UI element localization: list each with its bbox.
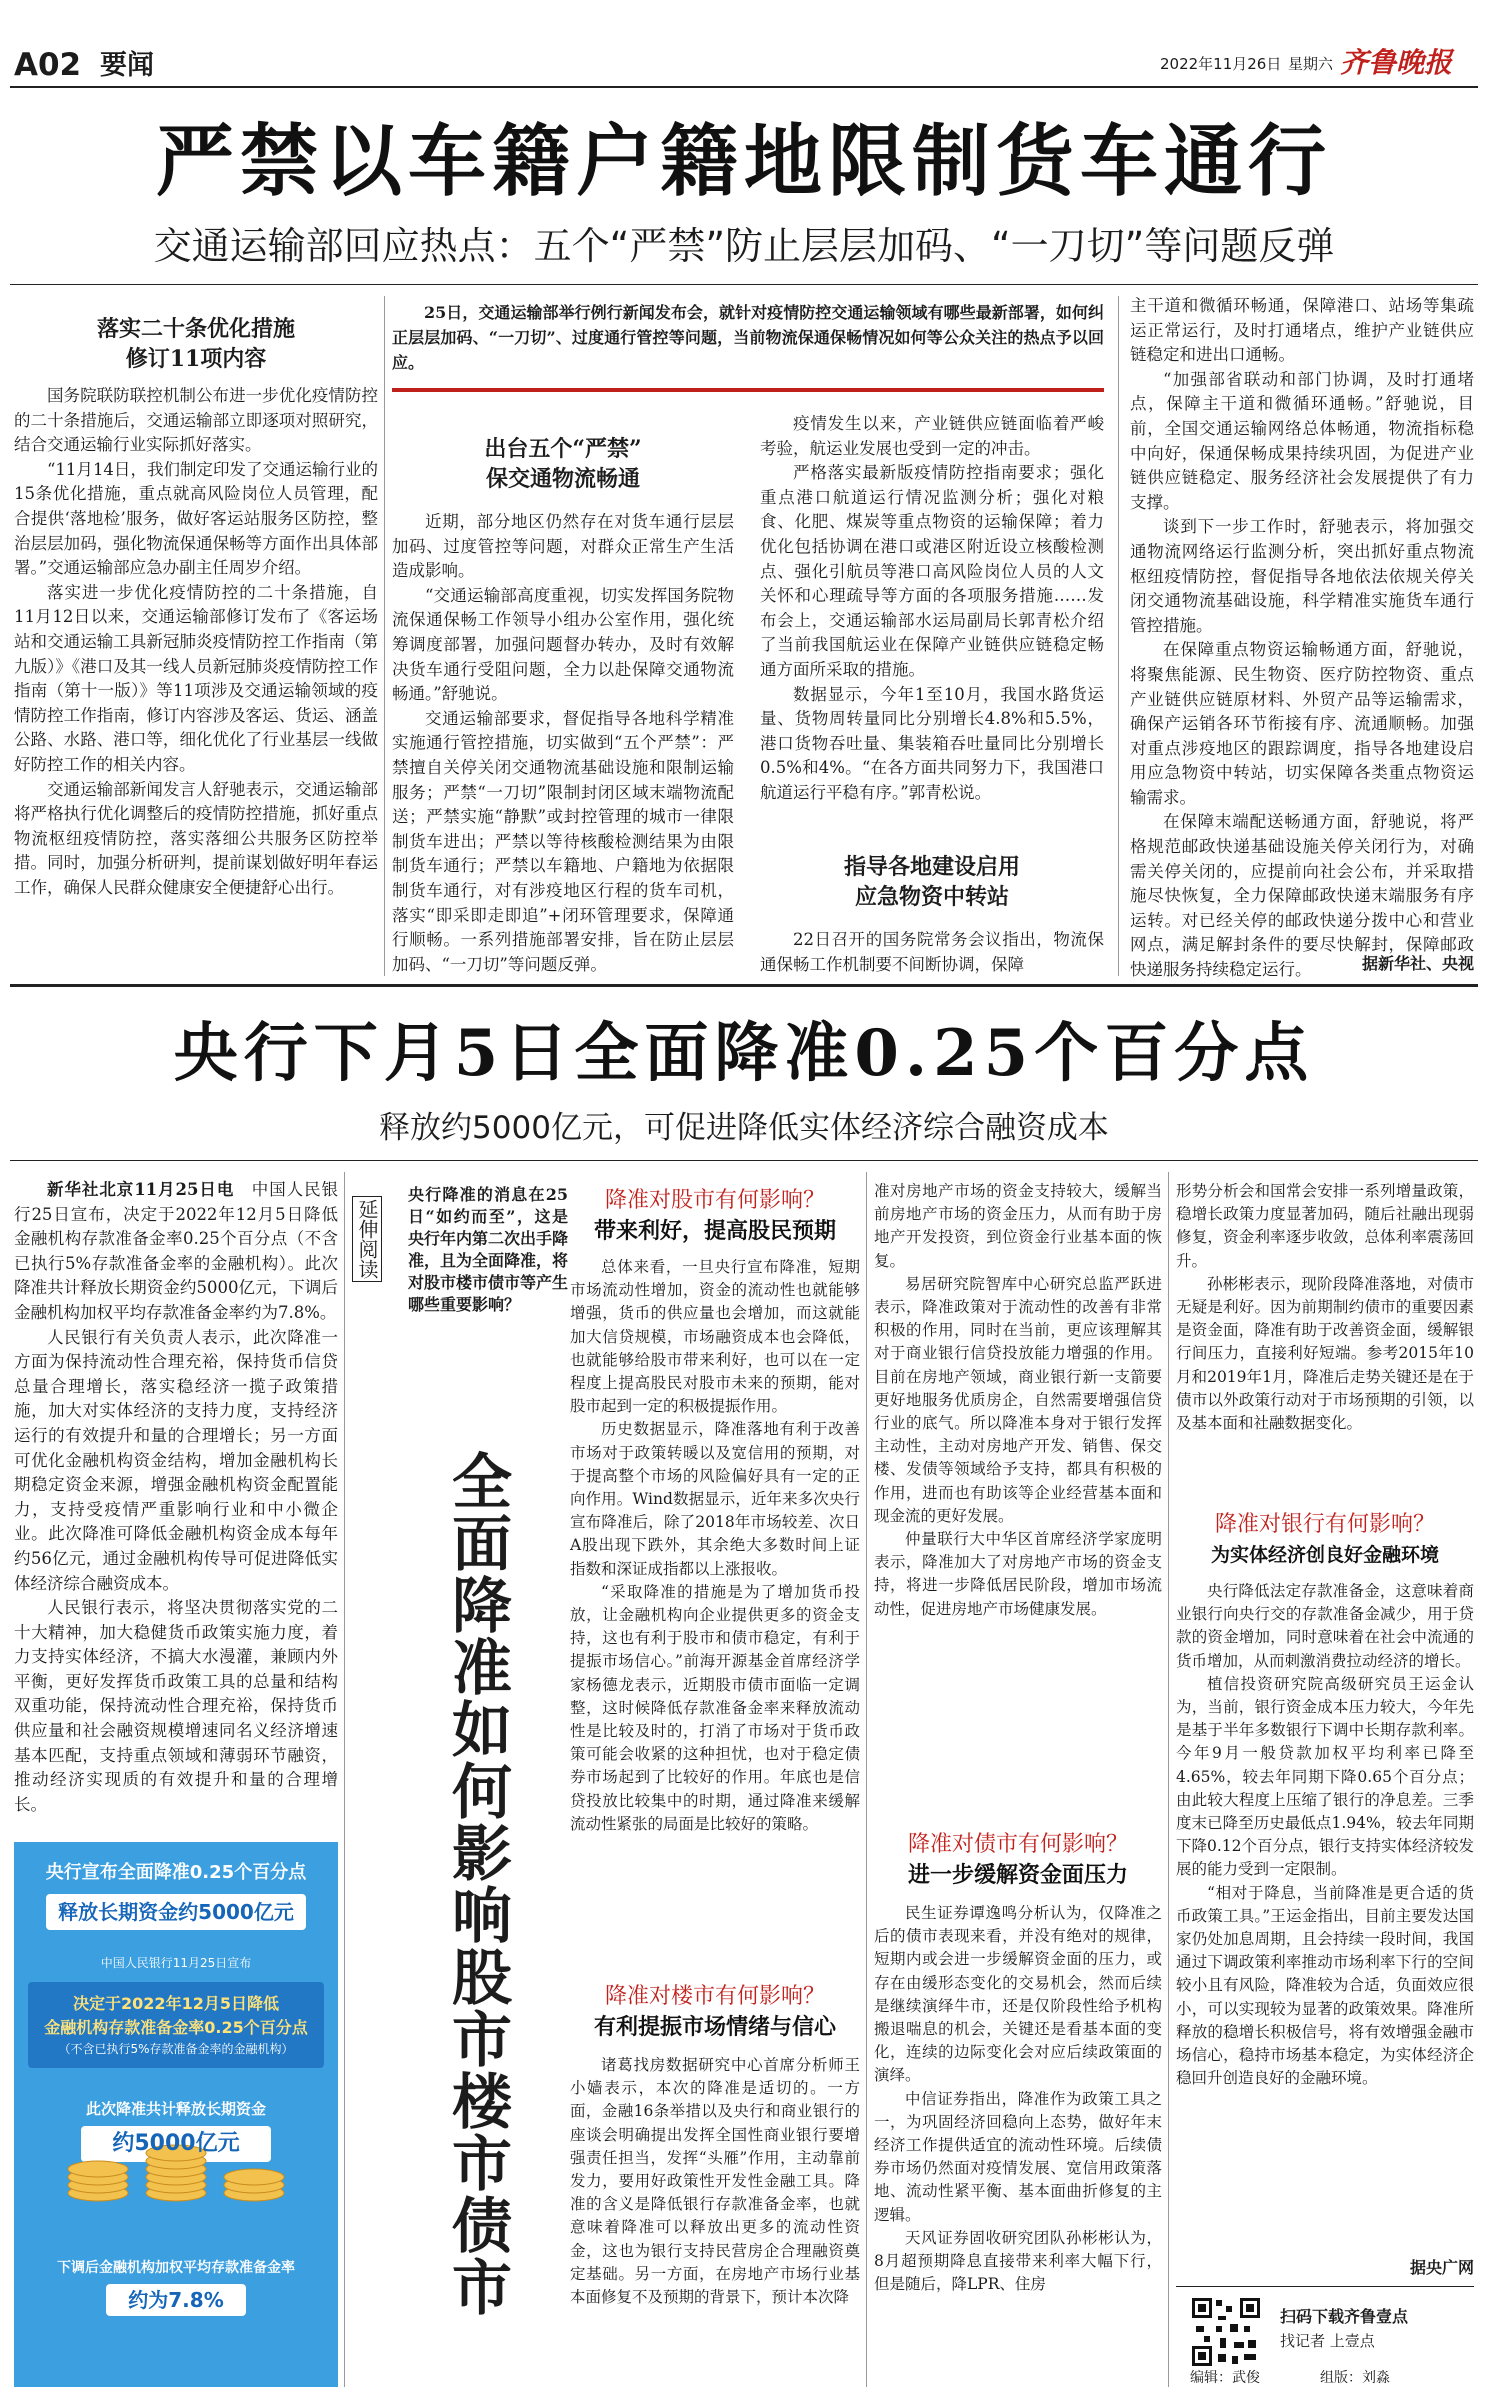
- story1-right1-tail: [760, 928, 1104, 977]
- paragraph: 数据显示，今年1至10月，我国水路货运量、货物周转量同比分别增长4.8%和5.5%，港口货物吞吐量、集装箱吞吐量同比分别增长0.5%和4%。“在各方面共同努力下，我国港口航道运行平稳有序。”郭青松说。: [760, 684, 1104, 802]
- infobox-line: （不含已执行5%存款准备金率的金融机构）: [58, 2042, 294, 2056]
- story1-lead: 25日，交通运输部举行例行新闻发布会，就针对疫情防控交通运输领域有哪些最新部署，如何纠正层层加码、“一刀切”、过度通行管控等问题，当前物流保通保畅情况如何等公众关注的热点予以回应。: [392, 303, 1104, 372]
- column-rule: [344, 1172, 345, 2387]
- story2-subheadline: 释放约5000亿元，可促进降低实体经济综合融资成本: [379, 1110, 1109, 1146]
- column-rule: [1168, 1172, 1169, 2387]
- story2-col4-part1: [874, 1180, 1162, 1621]
- infobox-pill: 约5000亿元: [81, 2126, 271, 2162]
- editor-credit: 编辑：武俊: [1190, 2370, 1260, 2386]
- infobox-source: 中国人民银行11月25日宣布: [100, 1956, 252, 1970]
- infobox-line: 央行宣布全面降准0.25个百分点: [45, 1862, 307, 1883]
- story1-right1-column: [760, 412, 1104, 806]
- story1-right2-column: [1130, 294, 1474, 983]
- paragraph: 总体来看，一旦央行宣布降准，短期市场流动性增加，资金的流动性也就能够增强，货币的供应量也会增加，而这就能加大信贷规模，市场融资成本也会降低，也就能够给股市带来利好，也可以在一定程度上提高股民对股市未来的预期，能对股市起到一定的积极提振作用。: [570, 1258, 860, 1416]
- paragraph: 国务院联防联控机制公布进一步优化疫情防控的二十条措施后，交通运输部立即逐项对照研究，结合交通运输行业实际抓好落实。: [14, 386, 378, 455]
- sidebar-intro: 央行降准的消息在25日“如约而至”，这是央行年内第二次出手降准，且为全面降准，将对股市楼市债市等产生哪些重要影响？: [408, 1185, 569, 1314]
- story2-headline: 央行下月5日全面降准0.25个百分点: [173, 1016, 1315, 1091]
- infobox-line: 金融机构存款准备金率0.25个百分点: [44, 2018, 308, 2037]
- story2-col4-part2: [874, 1902, 1162, 2296]
- subhead-answer: 为实体经济创良好金融环境: [1210, 1544, 1439, 1566]
- paragraph: 历史数据显示，降准落地有利于改善市场对于政策转暖以及宽信用的预期，对于提高整个市场的风险偏好具有一定的正向作用。Wind数据显示，近年来多次央行宣布降准后，除了2018年市场较差、次日A股出现下跌外，其余绝大多数时间上证指数和深证成指都以上涨报收。: [570, 1420, 860, 1578]
- story1-sub-rule: [10, 284, 1478, 285]
- story2-col5-part2: [1176, 1580, 1474, 2090]
- subhead-answer: 带来利好，提高股民预期: [593, 1218, 836, 1244]
- paper-logo: 齐鲁晚报: [1340, 46, 1453, 79]
- story1-source: 据新华社、央视: [1361, 954, 1474, 973]
- paragraph: 交通运输部要求，督促指导各地科学精准实施通行管控措施，切实做到“五个严禁”：严禁擅自关停关闭交通物流基础设施和限制运输服务；严禁“一刀切”限制封闭区域末端物流配送；严禁实施“静默”或封控管理的城市一律限制货车进出；严禁以等待核酸检测结果为由限制货车通行；严禁以车籍地、户籍地为依据限制货车通行，对有涉疫地区行程的货车司机，落实“即采即走即追”+闭环管理要求，保障通行顺畅。一系列措施部署安排，旨在防止层层加码、“一刀切”等问题反弹。: [392, 708, 734, 974]
- story1-subheadline: 交通运输部回应热点：五个“严禁”防止层层加码、“一刀切”等问题反弹: [153, 224, 1335, 268]
- story2-col1: [14, 1178, 338, 1817]
- subhead-answer: 有利提振市场情绪与信心: [593, 2014, 836, 2040]
- subhead-answer: 进一步缓解资金面压力: [907, 1862, 1128, 1888]
- story1-left-column: [14, 384, 378, 900]
- infobox-line: 决定于2022年12月5日降低: [73, 1994, 279, 2013]
- subhead-question: 降准对股市有何影响？: [604, 1188, 825, 1213]
- paragraph: 谈到下一步工作时，舒驰表示，将加强交通物流网络运行监测分析，突出抓好重点物流枢纽疫情防控，督促指导各地依法依规关停关闭交通物流基础设施，科学精准实施货车通行管控措施。: [1130, 517, 1474, 635]
- story2-col3-part2: [570, 2054, 860, 2309]
- paragraph: “11月14日，我们制定印发了交通运输行业的15条优化措施，重点就高风险岗位人员管理，配合提供‘落地检’服务，做好客运站服务区防控，整治层层加码，强化物流保通保畅等方面作出具体部署。”交通运输部应急办副主任周岁介绍。: [14, 459, 378, 578]
- footer-rule: [1176, 2286, 1474, 2287]
- story2-col3-part1: [570, 1256, 860, 1836]
- subhead-question: 降准对债市有何影响？: [907, 1832, 1128, 1857]
- paragraph: 在保障重点物资运输畅通方面，舒驰说，将聚焦能源、民生物资、医疗防控物资、重点产业链供应链原材料、外贸产品等运输需求，确保产运销各环节衔接有序、流通顺畅。加强对重点涉疫地区的跟踪调度，指导各地建设启用应急物资中转站，切实保障各类重点物资运输需求。: [1130, 640, 1474, 807]
- paragraph: 中国人民银行25日宣布，决定于2022年12月5日降低金融机构存款准备金率0.25个百分点（不含已执行5%存款准备金率的金融机构）。此次降准共计释放长期资金约5000亿元，下调后金融机构加权平均存款准备金率约为7.8%。: [14, 1180, 338, 1322]
- sidebar-big-title: 全面降准如何影响股市楼市债市: [442, 1450, 512, 2318]
- issue-weekday: 星期六: [1288, 55, 1334, 73]
- story2-col3-subhead2: [570, 1982, 860, 2042]
- paragraph: 交通运输部新闻发言人舒驰表示，交通运输部将严格执行优化调整后的疫情防控措施，抓好重点物流枢纽疫情防控，落实落细公共服务区防控举措。同时，加强分析研判，提前谋划做好明年春运工作，确保人民群众健康安全便捷舒心出行。: [14, 779, 378, 897]
- story1-headline: 严禁以车籍户籍地限制货车通行: [155, 116, 1332, 207]
- paragraph: 严格落实最新版疫情防控指南要求；强化重点港口航道运行情况监测分析；强化对粮食、化肥、煤炭等重点物资的运输保障；着力优化包括协调在港口或港区附近设立核酸检测点、强化引航员等港口高风险岗位人员的人文关怀和心理疏导等方面的各项服务措施……发布会上，交通运输部水运局副局长郭青松介绍了当前我国航运业在保障产业链供应链稳定畅通方面所采取的措施。: [760, 463, 1104, 679]
- section-name: 要闻: [100, 50, 154, 81]
- story2-source: 据央广网: [1409, 2258, 1474, 2277]
- column-rule: [866, 1172, 867, 2387]
- sidebar-label: 延伸阅读: [352, 1196, 382, 1282]
- page-number: A02: [14, 47, 82, 83]
- paragraph: 人民银行表示，将坚决贯彻落实党的二十大精神，加大稳健货币政策实施力度，着力支持实体经济，不搞大水漫灌，兼顾内外平衡，更好发挥货币政策工具的总量和结构双重功能，保持流动性合理充裕，保持货币供应量和社会融资规模增速同名义经济增速基本匹配，支持重点领域和薄弱环节融资，推动经济实现质的有效提升和量的合理增长。: [14, 1598, 338, 1814]
- issue-date: 2022年11月26日: [1160, 55, 1282, 73]
- paragraph: 孙彬彬表示，现阶段降准落地，对债市无疑是利好。因为前期制约债市的重要因素是资金面，降准有助于改善资金面，缓解银行间压力，直接利好短端。参考2015年10月和2019年1月，降准后走势关键还是在于债市以外政策行动对于市场预期的引领，以及基本面和社融数据变化。: [1176, 1274, 1474, 1433]
- paragraph: 主干道和微循环畅通，保障港口、站场等集疏运正常运行，及时打通堵点，维护产业链供应链稳定和进出口通畅。: [1130, 296, 1474, 365]
- paragraph: 植信投资研究院高级研究员王运金认为，当前，银行资金成本压力较大，今年先是基于半年多数银行下调中长期存款利率。今年9月一般贷款加权平均利率已降至4.65%，较去年同期下降0.65个百分点；由此较大程度上压缩了银行的净息差。三季度末已降至历史最低点1.94%，较去年同期下降0.12个百分点，银行支持实体经济较发展的能力受到一定限制。: [1176, 1674, 1475, 1879]
- story2-col4-subhead: [874, 1830, 1162, 1890]
- paragraph: “采取降准的措施是为了增加货币投放，让金融机构向企业提供更多的资金支持，这也有利于股市和债市稳定，有利于提振市场信心。”前海开源基金首席经济学家杨德龙表示，近期股市债市面临一定调整，这时候降低存款准备金率来释放流动性是比较及时的，打消了市场对于货币政策可能会收紧的这种担忧，也对于稳定债券市场起到了比较好的作用。年底也是信贷投放比较集中的时期，通过降准来缓解流动性紧张的局面是比较好的策略。: [570, 1582, 860, 1833]
- paragraph: “加强部省联动和部门协调，及时打通堵点，保障主干道和微循环通畅。”舒驰说，目前，全国交通运输网络总体畅通，物流指标稳中向好，保通保畅成果持续巩固，为促进产业链供应链稳定、服务经济社会发展提供了有力支撑。: [1130, 369, 1474, 512]
- story2-col5-part1: [1176, 1180, 1474, 1435]
- paragraph: 中信证券指出，降准作为政策工具之一，为巩固经济回稳向上态势，做好年末经济工作提供适宜的流动性环境。后续债券市场仍然面对疫情发展、宽信用政策落地、流动性紧平衡、基本面曲折修复的主逻辑。: [874, 2089, 1162, 2224]
- story2-col5-subhead: [1176, 1510, 1474, 1570]
- masthead-rule: [10, 86, 1478, 88]
- infobox-pill: 约为7.8%: [106, 2284, 246, 2316]
- subhead-question: 降准对楼市有何影响？: [604, 1984, 825, 2009]
- infobox-pill: 释放长期资金约5000亿元: [46, 1894, 306, 1930]
- lead-red-rule: [392, 388, 1104, 392]
- qr-label: 扫码下载齐鲁壹点: [1280, 2307, 1409, 2326]
- story1-right1-subhead: 指导各地建设启用 应急物资中转站: [843, 854, 1020, 910]
- paragraph: “相对于降息，当前降准是更合适的货币政策工具。”王运金指出，目前主要发达国家仍处加息周期，且会持续一段时间，我国通过下调政策利率推动市场利率下行的空间较小且有风险，降准较为合适，负面效应很小，可以实现较为显著的政策效果。降准所释放的稳增长积极信号，将有效增强金融市场信心，稳持市场基本稳定，为实体经济企稳回升创造良好的金融环境。: [1176, 1883, 1474, 2088]
- column-rule: [1118, 296, 1119, 976]
- paragraph: 准对房地产市场的资金支持较大，缓解当前房地产市场的资金压力，从而有助于房地产开发投资，到位资金行业基本面的恢复。: [874, 1182, 1162, 1270]
- infobox-line: 此次降准共计释放长期资金: [85, 2100, 266, 2118]
- story1-middle-column: [392, 510, 734, 977]
- column-rule: [384, 296, 385, 976]
- story-divider: [10, 984, 1478, 987]
- paragraph: 在保障末端配送畅通方面，舒驰说，将严格规范邮政快递基础设施关停关闭行为，对确需关停关闭的，应提前向社会公布，并采取措施尽快恢复，全力保障邮政快递末端服务有序运转。对已经关停的邮政快递分拨中心和营业网点，满足解封条件的要尽快解封，保障邮政快递服务持续稳定运行。: [1130, 812, 1474, 980]
- paragraph: 落实进一步优化疫情防控的二十条措施，自11月12日以来，交通运输部修订发布了《客运场站和交通运输工具新冠肺炎疫情防控工作指南（第九版）》《港口及其一线人员新冠肺炎疫情防控工作指南（第十一版）》等11项涉及交通运输领域的疫情防控工作指南，修订内容涉及客运、货运、涵盖公路、水路、港口等，细化优化了行业基层一线做好防控工作的相关内容。: [14, 582, 378, 774]
- paragraph: 天风证券固收研究团队孙彬彬认为，8月超预期降息直接带来利率大幅下行，但是随后，降LPR、住房: [874, 2228, 1162, 2294]
- infobox-panel: [28, 1982, 324, 2068]
- subhead-question: 降准对银行有何影响？: [1214, 1512, 1435, 1537]
- paragraph: 央行降低法定存款准备金，这意味着商业银行向央行交的存款准备金减少，用于贷款的资金增加，同时意味着在社会中流通的货币增加，从而刺激消费拉动经济的增长。: [1176, 1582, 1474, 1670]
- story2-col3-subhead1: [570, 1186, 860, 1246]
- paragraph: 近期，部分地区仍然存在对货车通行层层加码、过度管控等问题，对群众正常生产生活造成影响。: [392, 512, 734, 581]
- story2-sub-rule: [10, 1160, 1478, 1161]
- paragraph: 仲量联行大中华区首席经济学家庞明表示，降准加大了对房地产市场的资金支持，将进一步降低居民阶段，增加市场流动性，促进房地产市场健康发展。: [874, 1530, 1162, 1618]
- story1-middle-subhead: 出台五个“严禁” 保交通物流畅通: [484, 436, 642, 492]
- rrr-cut-infographic: [14, 1842, 338, 2387]
- paragraph: “交通运输部高度重视，切实发挥国务院物流保通保畅工作领导小组办公室作用，强化统筹调度部署，加强问题督办转办，及时有效解决货车通行受阻问题，全力以赴保障交通物流畅通。”舒驰说。: [392, 585, 734, 704]
- paragraph: 民生证券谭逸鸣分析认为，仅降准之后的债市表现来看，并没有绝对的规律，短期内或会进一步缓解资金面的压力，或存在由缓形态变化的交易机会，然而后续是继续演绎牛市，还是仅阶段性给予机构搬退喘息的机会，关键还是看基本面的变化，连续的边际变化会对应后续政策面的演绎。: [874, 1904, 1162, 2085]
- paragraph: 疫情发生以来，产业链供应链面临着严峻考验，航运业发展也受到一定的冲击。: [760, 414, 1104, 458]
- story1-left-subhead: 落实二十条优化措施 修订11项内容: [96, 316, 295, 372]
- dateline: 新华社北京11月25日电: [47, 1180, 235, 1199]
- paragraph: 人民银行有关负责人表示，此次降准一方面为保持流动性合理充裕，保持货币信贷总量合理增长，落实稳经济一揽子政策措施，加大对实体经济的支持力度，支持经济运行的有效提升和量的合理增长；另一方面可优化金融机构资金结构，增加金融机构长期稳定资金来源，增强金融机构资金配置能力，支持受疫情严重影响行业和中小微企业。此次降准可降低金融机构资金成本每年约56亿元，通过金融机构传导可促进降低实体经济综合融资成本。: [14, 1327, 338, 1593]
- designer-credit: 组版：刘淼: [1320, 2370, 1390, 2386]
- paragraph: 形势分析会和国常会安排一系列增量政策，稳增长政策力度显著加码，随后社融出现弱修复，资金利率逐步收敛，总体利率震荡回升。: [1176, 1182, 1474, 1270]
- qr-code[interactable]: [1190, 2296, 1262, 2368]
- paragraph: 22日召开的国务院常务会议指出，物流保通保畅工作机制要不间断协调，保障: [760, 930, 1104, 974]
- infobox-line: 下调后金融机构加权平均存款准备金率: [57, 2260, 295, 2276]
- qr-sublabel: 找记者 上壹点: [1280, 2332, 1375, 2350]
- paragraph: 易居研究院智库中心研究总监严跃进表示，降准政策对于流动性的改善有非常积极的作用，同时在当前，更应该理解其对于商业银行信贷投放能力增强的作用。目前在房地产领域，商业银行新一支箭要更好地服务优质房企，自然需要增强信贷行业的底气。所以降准本身对于银行发挥主动性，主动对房地产开发、销售、保交楼、发债等领域给予支持，都具有积极的作用，进而也有助该等企业经营基本面和现金流的更好发展。: [874, 1274, 1162, 1525]
- paragraph: 诸葛找房数据研究中心首席分析师王小嫱表示，本次的降准是适切的。一方面，金融16条举措以及央行和商业银行的座谈会明确提出发挥全国性商业银行要增强责任担当，发挥“头雁”作用，主动靠前发力，要用好政策性开发性金融工具。降准的含义是降低银行存款准备金率，也就意味着降准可以释放出更多的流动性资金，这也为银行支持民营房企合理融资奠定基础。另一方面，在房地产市场行业基本面修复不及预期的背景下，预计本次降: [570, 2056, 860, 2307]
